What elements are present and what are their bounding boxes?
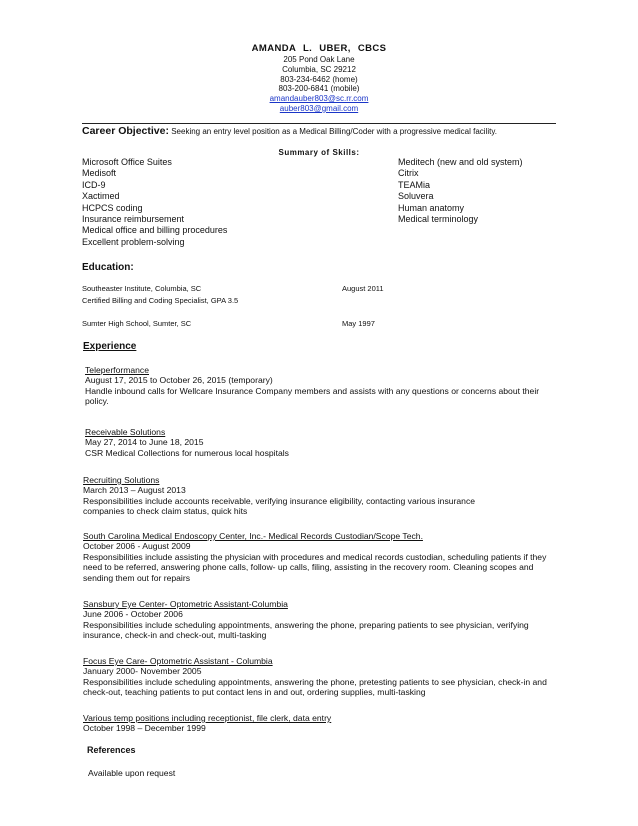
job-employer: Focus Eye Care- Optometric Assistant - Columbia — [83, 656, 273, 666]
skill-item: Human anatomy — [398, 202, 465, 213]
references-title: References — [87, 745, 136, 755]
job-description: CSR Medical Collections for numerous local hospitals — [85, 447, 289, 458]
job-entry — [83, 599, 563, 641]
career-objective — [82, 125, 497, 137]
objective-label: Career Objective: — [82, 125, 169, 137]
skills-left-column — [82, 157, 227, 248]
candidate-name: AMANDA L. UBER, CBCS — [251, 43, 387, 54]
skill-item: TEAMia — [398, 179, 431, 190]
email-link-primary[interactable]: amandauber803@sc.rr.com — [269, 94, 369, 103]
job-description: Responsibilities include scheduling appointments, answering the phone, pretesting patients to see physician, check-in and check-out, teaching patients to put contact lens in and out, ordering supplies, multi-tasking — [83, 676, 547, 698]
header-divider — [82, 123, 556, 124]
skills-title: Summary of Skills: — [278, 148, 360, 157]
education-title: Education: — [82, 262, 134, 273]
skills-right-column — [398, 157, 523, 225]
job-employer: Recruiting Solutions — [83, 475, 160, 485]
skill-item: Medisoft — [82, 168, 117, 179]
job-employer: Sansbury Eye Center- Optometric Assistant-Columbia — [83, 599, 288, 609]
objective-text: Seeking an entry level position as a Medical Billing/Coder with a progressive medical facility. — [171, 127, 497, 136]
skill-item: Medical terminology — [398, 214, 479, 225]
skill-item: Excellent problem-solving — [82, 236, 185, 247]
email-link-secondary[interactable]: auber803@gmail.com — [279, 104, 359, 113]
education-date: May 1997 — [342, 319, 375, 328]
experience-title: Experience — [83, 341, 137, 352]
phone-home: 803-234-6462 (home) — [280, 75, 358, 84]
skill-item: Soluvera — [398, 191, 434, 202]
skill-item: Xactimed — [82, 191, 120, 202]
skill-item: Microsoft Office Suites — [82, 157, 172, 167]
job-dates: January 2000- November 2005 — [83, 666, 202, 677]
skill-item: Medical office and billing procedures — [82, 225, 228, 236]
job-description: Responsibilities include scheduling appointments, answering the phone, preparing patients to see physician, verifying insurance, check-in and check-out, multi-tasking — [83, 619, 529, 641]
phone-mobile: 803-200-6841 (mobile) — [278, 84, 360, 93]
skill-item: Citrix — [398, 168, 419, 179]
job-dates: May 27, 2014 to June 18, 2015 — [85, 437, 204, 448]
job-employer: Receivable Solutions — [85, 427, 166, 437]
job-entry — [85, 427, 565, 458]
job-dates: August 17, 2015 to October 26, 2015 (temporary) — [85, 375, 273, 386]
education-school: Sumter High School, Sumter, SC — [82, 319, 192, 328]
job-dates: October 1998 – December 1999 — [83, 723, 206, 734]
job-dates: March 2013 – August 2013 — [83, 485, 186, 496]
job-entry — [83, 475, 563, 517]
references-text: Available upon request — [88, 768, 176, 778]
education-date: August 2011 — [342, 284, 384, 293]
skill-item: Meditech (new and old system) — [398, 157, 523, 167]
job-employer: Teleperformance — [85, 365, 150, 375]
job-employer: Various temp positions including receptionist, file clerk, data entry — [83, 713, 332, 723]
education-detail: Certified Billing and Coding Specialist, GPA 3.5 — [82, 296, 239, 305]
education-school: Southeaster Institute, Columbia, SC — [82, 284, 202, 293]
job-description: Handle inbound calls for Wellcare Insurance Company members and assists with any questions or concerns about their policy. — [85, 385, 540, 407]
job-dates: October 2006 - August 2009 — [83, 541, 191, 552]
address-line: 205 Pond Oak Lane — [283, 55, 355, 64]
job-employer: South Carolina Medical Endoscopy Center, Inc.- Medical Records Custodian/Scope Tech. — [83, 531, 423, 541]
skill-item: Insurance reimbursement — [82, 214, 185, 225]
skill-item: HCPCS coding — [82, 202, 143, 213]
job-dates: June 2006 - October 2006 — [83, 609, 183, 620]
job-description: Responsibilities include accounts receivable, verifying insurance eligibility, contacting various insurance companies to check claim status, quick hits — [83, 495, 476, 517]
job-entry — [83, 713, 563, 734]
job-description: Responsibilities include assisting the physician with procedures and medical records custodian, scheduling patients if they need to be referred, answering phone calls, follow- up calls, filing, assisting in the recovery room. Cleaning scopes and sending them out for repairs — [83, 551, 547, 583]
job-entry — [83, 656, 563, 698]
job-entry — [85, 365, 565, 407]
city-line: Columbia, SC 29212 — [282, 65, 356, 74]
skill-item: ICD-9 — [82, 179, 106, 190]
job-entry — [83, 531, 563, 583]
